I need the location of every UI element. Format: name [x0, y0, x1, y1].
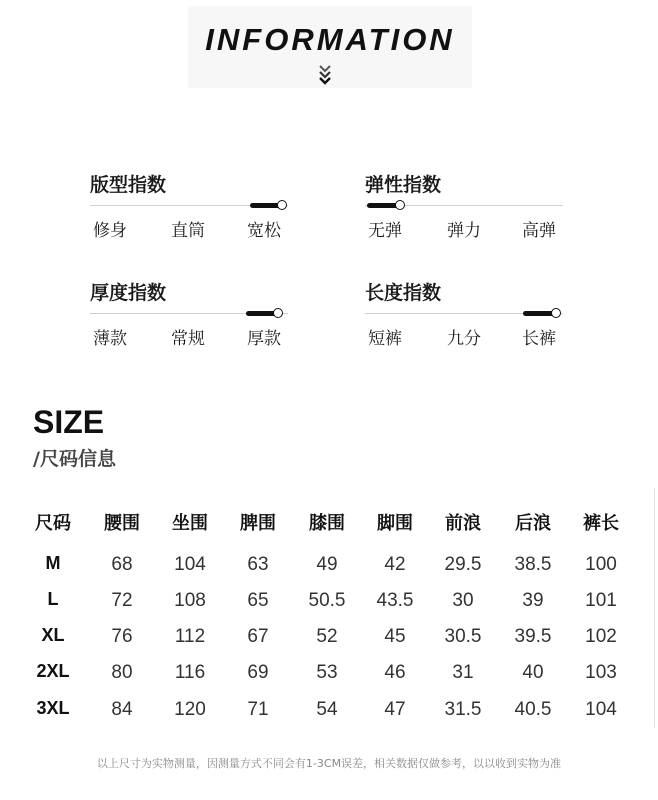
table-cell: 29.5	[444, 554, 482, 575]
table-cell: 101	[585, 590, 617, 611]
table-header-cell: 尺码	[35, 513, 71, 534]
table-cell: 80	[111, 662, 133, 683]
table-row-label: 3XL	[36, 698, 70, 718]
table-cell: 42	[384, 554, 406, 575]
table-header-cell: 裤长	[583, 513, 619, 534]
index-level-knob	[551, 308, 561, 318]
index-option-selected: 长裤	[522, 329, 556, 349]
table-cell: 103	[585, 662, 617, 683]
table-cell: 30	[452, 590, 474, 611]
index-option: 常规	[171, 329, 205, 349]
table-cell: 31	[452, 662, 474, 683]
index-title: 版型指数	[90, 174, 167, 196]
header-title: INFORMATION	[205, 22, 455, 57]
index-title: 长度指数	[365, 282, 442, 304]
index-option-selected: 无弹	[368, 221, 402, 241]
index-option-selected: 宽松	[247, 221, 281, 241]
index-option-selected: 厚款	[247, 329, 281, 349]
table-cell: 50.5	[308, 590, 346, 611]
table-cell: 67	[247, 626, 269, 647]
table-cell: 52	[316, 626, 338, 647]
table-row-label: XL	[41, 625, 65, 645]
table-cell: 104	[585, 699, 617, 720]
table-row-label: L	[47, 589, 59, 609]
table-cell: 43.5	[376, 590, 414, 611]
table-header-cell: 膝围	[309, 513, 345, 534]
index-level-knob	[395, 200, 405, 210]
table-cell: 100	[585, 554, 617, 575]
table-cell: 47	[384, 699, 406, 720]
table-cell: 40.5	[514, 699, 552, 720]
index-option: 薄款	[93, 329, 127, 349]
table-cell: 46	[384, 662, 406, 683]
table-cell: 104	[174, 554, 206, 575]
table-cell: 38.5	[514, 554, 552, 575]
index-level-knob	[273, 308, 283, 318]
index-option: 弹力	[447, 221, 481, 241]
index-option: 高弹	[522, 221, 556, 241]
table-cell: 54	[316, 699, 338, 720]
index-level-knob	[277, 200, 287, 210]
table-header-cell: 坐围	[172, 513, 208, 534]
table-cell: 63	[247, 554, 269, 575]
table-cell: 31.5	[444, 699, 482, 720]
table-cell: 112	[174, 626, 206, 647]
index-option: 短裤	[368, 329, 402, 349]
table-cell: 39	[522, 590, 544, 611]
table-cell: 72	[111, 590, 133, 611]
index-title: 厚度指数	[90, 282, 167, 304]
table-header-cell: 脚围	[377, 513, 413, 534]
measurement-footnote: 以上尺寸为实物测量，因测量方式不同会有1-3CM误差，相关数据仅做参考，以以收到实物为准	[96, 757, 562, 770]
size-subtitle: /尺码信息	[33, 448, 116, 470]
table-cell: 53	[316, 662, 338, 683]
table-header-cell: 腰围	[104, 513, 140, 534]
edge-divider	[654, 488, 655, 728]
table-header-cell: 脾围	[240, 513, 276, 534]
table-cell: 65	[247, 590, 269, 611]
table-cell: 39.5	[514, 626, 552, 647]
information-header	[188, 6, 472, 88]
table-row-label: 2XL	[36, 661, 70, 681]
table-cell: 84	[111, 699, 133, 720]
table-cell: 45	[384, 626, 406, 647]
table-cell: 120	[174, 699, 206, 720]
table-cell: 102	[585, 626, 617, 647]
table-cell: 69	[247, 662, 269, 683]
index-option: 修身	[93, 221, 127, 241]
table-header-cell: 前浪	[445, 513, 481, 534]
size-title: SIZE	[33, 404, 105, 440]
table-cell: 108	[174, 590, 206, 611]
table-cell: 71	[247, 699, 269, 720]
index-option: 直筒	[171, 221, 205, 241]
table-cell: 30.5	[444, 626, 482, 647]
index-title: 弹性指数	[365, 174, 442, 196]
index-option: 九分	[447, 329, 481, 349]
table-cell: 76	[111, 626, 133, 647]
table-row-label: M	[45, 553, 61, 573]
table-cell: 49	[316, 554, 338, 575]
table-cell: 40	[522, 662, 544, 683]
table-cell: 116	[174, 662, 206, 683]
table-cell: 68	[111, 554, 133, 575]
table-header-cell: 后浪	[515, 513, 551, 534]
double-chevron-down-icon	[318, 63, 332, 85]
